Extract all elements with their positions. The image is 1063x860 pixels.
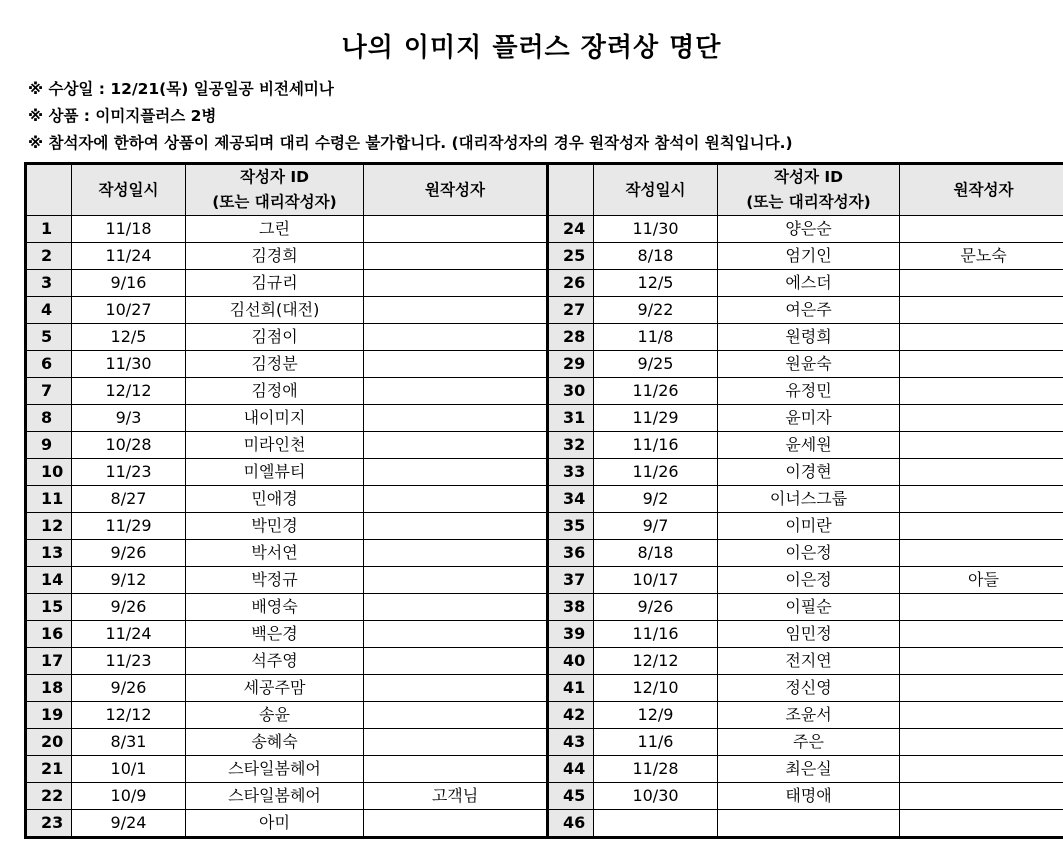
entry-number: 31 [548, 405, 594, 432]
table-row [26, 675, 1063, 702]
entry-number: 14 [26, 567, 72, 594]
entry-number: 7 [26, 378, 72, 405]
entry-number: 30 [548, 378, 594, 405]
entry-number: 20 [26, 729, 72, 756]
page-title: 나의 이미지 플러스 장려상 명단 [341, 33, 722, 63]
entry-author: 미엘뷰티 [186, 459, 364, 486]
entry-date: 11/6 [594, 729, 718, 756]
entry-author: 조윤서 [718, 702, 900, 729]
entry-author: 김선희(대전) [186, 297, 364, 324]
notes-section [28, 76, 1048, 157]
author-header-line2: (또는 대리작성자) [212, 193, 337, 211]
entry-original [900, 621, 1063, 648]
table-row [26, 540, 1063, 567]
entry-author: 김점이 [186, 324, 364, 351]
entry-number: 22 [26, 783, 72, 810]
entry-original [364, 270, 548, 297]
entry-number: 1 [26, 216, 72, 243]
entry-date: 10/9 [72, 783, 186, 810]
table-row [26, 756, 1063, 783]
entry-date: 11/30 [72, 351, 186, 378]
entry-number: 15 [26, 594, 72, 621]
entry-original: 고객님 [364, 783, 548, 810]
entry-original [900, 756, 1063, 783]
entry-author: 태명애 [718, 783, 900, 810]
entry-original [900, 459, 1063, 486]
entry-original [364, 810, 548, 838]
entry-number: 44 [548, 756, 594, 783]
entry-author: 이너스그룹 [718, 486, 900, 513]
entry-number: 16 [26, 621, 72, 648]
entry-date: 11/24 [72, 243, 186, 270]
entry-author: 박서연 [186, 540, 364, 567]
entry-original [364, 702, 548, 729]
table-row [26, 459, 1063, 486]
entry-date: 12/12 [72, 378, 186, 405]
entry-original [900, 810, 1063, 838]
entry-original [900, 540, 1063, 567]
entry-number: 25 [548, 243, 594, 270]
entry-date: 11/16 [594, 432, 718, 459]
entry-number: 10 [26, 459, 72, 486]
entry-number: 39 [548, 621, 594, 648]
entry-original [364, 540, 548, 567]
entry-author: 내이미지 [186, 405, 364, 432]
entry-date: 11/24 [72, 621, 186, 648]
entry-number: 26 [548, 270, 594, 297]
entry-date: 9/26 [72, 675, 186, 702]
entry-original [364, 567, 548, 594]
table-row [26, 216, 1063, 243]
entry-date: 11/28 [594, 756, 718, 783]
table-row [26, 351, 1063, 378]
entry-date: 11/30 [594, 216, 718, 243]
table-row [26, 621, 1063, 648]
table-row [26, 810, 1063, 838]
entry-author: 김정애 [186, 378, 364, 405]
entry-author: 정신영 [718, 675, 900, 702]
entry-number: 35 [548, 513, 594, 540]
entry-date: 9/26 [72, 540, 186, 567]
entry-author: 주은 [718, 729, 900, 756]
table-row [26, 729, 1063, 756]
entry-date: 11/29 [594, 405, 718, 432]
entry-number: 13 [26, 540, 72, 567]
right-number-header [548, 164, 594, 216]
entry-original [364, 351, 548, 378]
entry-number: 38 [548, 594, 594, 621]
entry-original [900, 432, 1063, 459]
entry-author: 이은정 [718, 567, 900, 594]
entry-original [900, 513, 1063, 540]
entry-number: 36 [548, 540, 594, 567]
entry-date: 8/27 [72, 486, 186, 513]
entry-original [900, 729, 1063, 756]
entry-original [900, 216, 1063, 243]
entry-number: 21 [26, 756, 72, 783]
entry-original [364, 648, 548, 675]
entry-number: 34 [548, 486, 594, 513]
entry-author: 엄기인 [718, 243, 900, 270]
table-row [26, 486, 1063, 513]
entry-number: 46 [548, 810, 594, 838]
entry-number: 32 [548, 432, 594, 459]
author-header-line1: 작성자 ID [240, 168, 309, 186]
table-row [26, 648, 1063, 675]
entry-author: 원윤숙 [718, 351, 900, 378]
entry-author: 백은경 [186, 621, 364, 648]
entry-date: 9/16 [72, 270, 186, 297]
entry-author: 원령희 [718, 324, 900, 351]
entry-date: 12/12 [72, 702, 186, 729]
entry-original [364, 756, 548, 783]
entry-date: 10/28 [72, 432, 186, 459]
author-header-line2: (또는 대리작성자) [746, 193, 871, 211]
entry-date: 9/24 [72, 810, 186, 838]
table-row [26, 432, 1063, 459]
entry-date: 8/18 [594, 243, 718, 270]
entry-number: 18 [26, 675, 72, 702]
entry-original [364, 459, 548, 486]
header-row [26, 164, 1063, 216]
entry-original [900, 405, 1063, 432]
table-row [26, 702, 1063, 729]
attendance-note: ※ 참석자에 한하여 상품이 제공되며 대리 수령은 불가합니다. (대리작성자의 경우 원작성자 참석이 원칙입니다.) [28, 134, 793, 152]
entry-number: 9 [26, 432, 72, 459]
entry-number: 45 [548, 783, 594, 810]
entry-original [900, 324, 1063, 351]
right-date-header: 작성일시 [594, 164, 718, 216]
entry-number: 43 [548, 729, 594, 756]
entry-number: 42 [548, 702, 594, 729]
left-author-header [186, 164, 364, 216]
entry-author: 여은주 [718, 297, 900, 324]
table-row [26, 567, 1063, 594]
entry-author: 이경현 [718, 459, 900, 486]
entry-date: 10/30 [594, 783, 718, 810]
entry-date: 11/8 [594, 324, 718, 351]
entry-date: 9/22 [594, 297, 718, 324]
entry-number: 12 [26, 513, 72, 540]
entry-author: 민애경 [186, 486, 364, 513]
entry-number: 5 [26, 324, 72, 351]
entry-number: 2 [26, 243, 72, 270]
entry-date: 11/26 [594, 459, 718, 486]
prize-note: ※ 상품 : 이미지플러스 2병 [28, 107, 217, 125]
entry-author: 에스더 [718, 270, 900, 297]
table-row [26, 324, 1063, 351]
entry-number: 40 [548, 648, 594, 675]
entry-number: 4 [26, 297, 72, 324]
entry-original: 문노숙 [900, 243, 1063, 270]
entry-date: 12/10 [594, 675, 718, 702]
entry-date: 11/18 [72, 216, 186, 243]
entry-author: 스타일봄헤어 [186, 756, 364, 783]
entry-date: 11/29 [72, 513, 186, 540]
entry-date: 12/5 [594, 270, 718, 297]
entry-number: 37 [548, 567, 594, 594]
entry-author: 윤세원 [718, 432, 900, 459]
entry-number: 33 [548, 459, 594, 486]
entry-original [364, 513, 548, 540]
entry-author: 윤미자 [718, 405, 900, 432]
entry-number: 11 [26, 486, 72, 513]
right-author-header [718, 164, 900, 216]
entry-original [364, 729, 548, 756]
entry-author: 송윤 [186, 702, 364, 729]
entry-original [900, 378, 1063, 405]
entry-author: 김경희 [186, 243, 364, 270]
entry-number: 28 [548, 324, 594, 351]
entry-author: 미라인천 [186, 432, 364, 459]
entry-date: 11/26 [594, 378, 718, 405]
entry-date: 12/5 [72, 324, 186, 351]
table-row [26, 297, 1063, 324]
entry-author: 임민정 [718, 621, 900, 648]
author-header-line1: 작성자 ID [774, 168, 843, 186]
entry-date: 9/2 [594, 486, 718, 513]
entry-original [364, 297, 548, 324]
entry-date: 11/16 [594, 621, 718, 648]
entry-author: 전지연 [718, 648, 900, 675]
entry-number: 17 [26, 648, 72, 675]
entry-original [900, 351, 1063, 378]
entry-date: 10/17 [594, 567, 718, 594]
entry-date: 11/23 [72, 459, 186, 486]
entry-date: 8/31 [72, 729, 186, 756]
entry-author: 아미 [186, 810, 364, 838]
left-date-header: 작성일시 [72, 164, 186, 216]
entry-author: 이미란 [718, 513, 900, 540]
entry-date: 9/12 [72, 567, 186, 594]
entry-date: 11/23 [72, 648, 186, 675]
entry-author: 양은순 [718, 216, 900, 243]
entry-author: 세공주맘 [186, 675, 364, 702]
entry-author: 박민경 [186, 513, 364, 540]
entry-number: 41 [548, 675, 594, 702]
entry-original [364, 621, 548, 648]
entry-number: 24 [548, 216, 594, 243]
entry-original: 아들 [900, 567, 1063, 594]
entry-original [900, 270, 1063, 297]
award-date-note: ※ 수상일 : 12/21(목) 일공일공 비전세미나 [28, 80, 334, 98]
table-row [26, 405, 1063, 432]
entry-date: 8/18 [594, 540, 718, 567]
entry-date: 12/12 [594, 648, 718, 675]
entry-author: 스타일봄헤어 [186, 783, 364, 810]
entry-original [364, 405, 548, 432]
entry-author: 김정분 [186, 351, 364, 378]
entry-number: 3 [26, 270, 72, 297]
entry-author: 송혜숙 [186, 729, 364, 756]
entry-number: 8 [26, 405, 72, 432]
award-roster-table [24, 162, 1063, 839]
entry-number: 23 [26, 810, 72, 838]
entry-original [364, 378, 548, 405]
entry-original [900, 648, 1063, 675]
entry-date: 12/9 [594, 702, 718, 729]
entry-author: 이은정 [718, 540, 900, 567]
entry-date: 9/3 [72, 405, 186, 432]
entry-author: 유정민 [718, 378, 900, 405]
entry-author: 배영숙 [186, 594, 364, 621]
entry-number: 29 [548, 351, 594, 378]
left-number-header [26, 164, 72, 216]
entry-author: 석주영 [186, 648, 364, 675]
left-original-header: 원작성자 [364, 164, 548, 216]
table-row [26, 270, 1063, 297]
entry-date: 9/25 [594, 351, 718, 378]
entry-original [364, 432, 548, 459]
entry-original [364, 216, 548, 243]
entry-author: 김규리 [186, 270, 364, 297]
entry-author: 최은실 [718, 756, 900, 783]
table-row [26, 594, 1063, 621]
entry-date: 10/27 [72, 297, 186, 324]
table-row [26, 783, 1063, 810]
entry-original [364, 486, 548, 513]
right-original-header: 원작성자 [900, 164, 1063, 216]
table-row [26, 243, 1063, 270]
entry-author: 박정규 [186, 567, 364, 594]
entry-original [900, 783, 1063, 810]
entry-original [364, 594, 548, 621]
entry-original [364, 324, 548, 351]
entry-original [900, 675, 1063, 702]
entry-date: 9/26 [72, 594, 186, 621]
entry-original [900, 486, 1063, 513]
entry-original [900, 594, 1063, 621]
entry-original [900, 702, 1063, 729]
entry-original [364, 675, 548, 702]
entry-author: 이필순 [718, 594, 900, 621]
entry-date: 10/1 [72, 756, 186, 783]
entry-author [718, 810, 900, 838]
entry-author: 그린 [186, 216, 364, 243]
entry-original [900, 297, 1063, 324]
entry-number: 6 [26, 351, 72, 378]
entry-date: 9/26 [594, 594, 718, 621]
entry-date [594, 810, 718, 838]
table-row [26, 378, 1063, 405]
entry-date: 9/7 [594, 513, 718, 540]
entry-number: 19 [26, 702, 72, 729]
entry-number: 27 [548, 297, 594, 324]
entry-original [364, 243, 548, 270]
table-row [26, 513, 1063, 540]
